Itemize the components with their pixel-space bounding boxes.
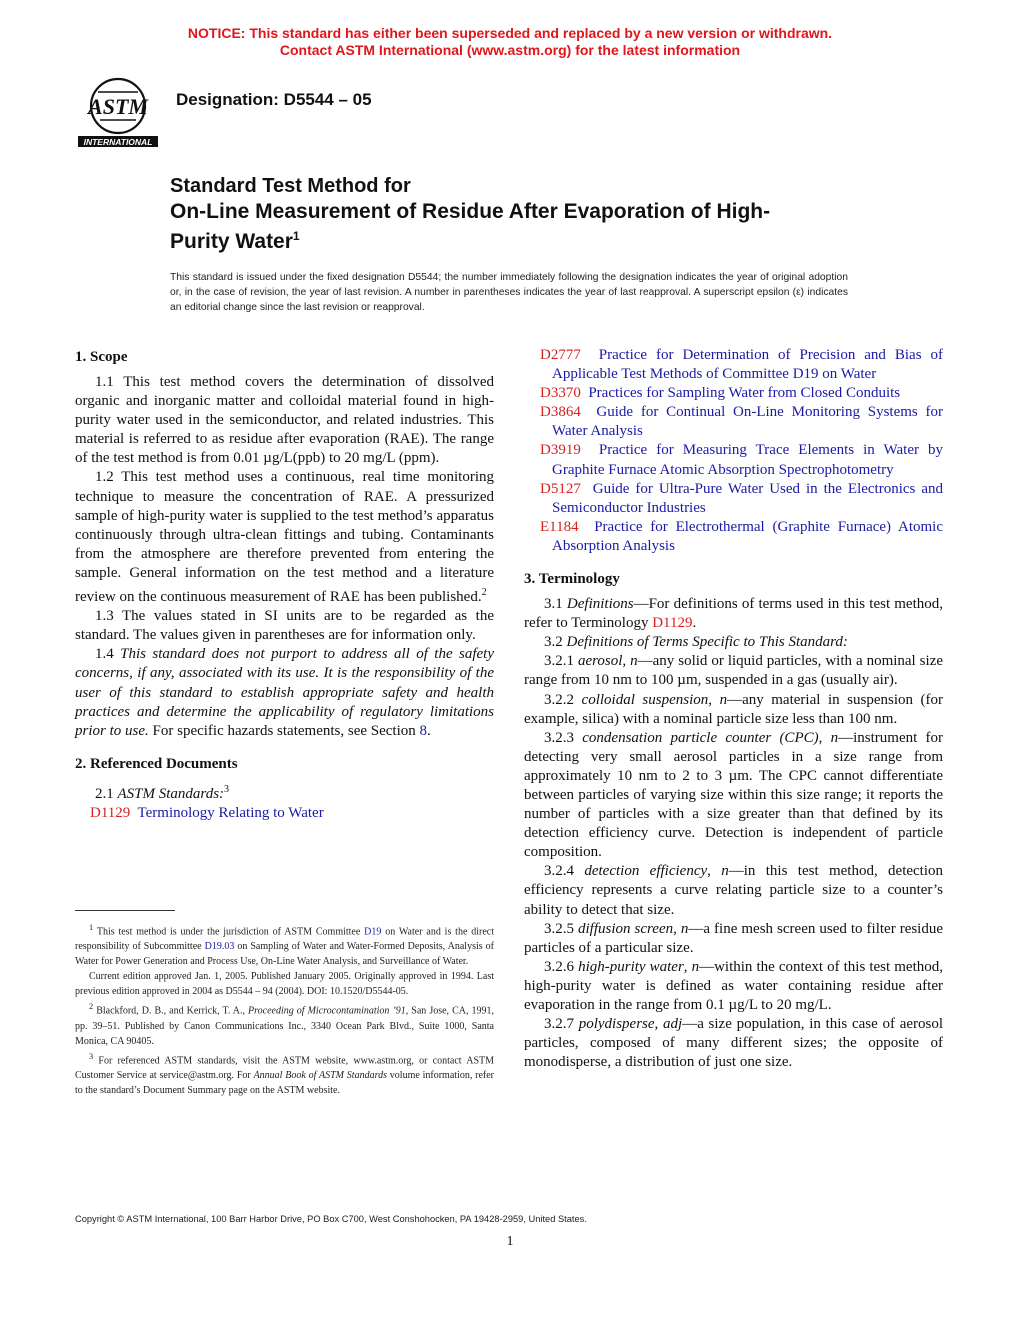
- para-1-2-text: 1.2 This test method uses a continuous, real time monitoring technique to measure the concentration of RAE. A pressurized sample of high-purity water is supplied to the test method’s apparatus continuously through ultra-clean fittings and tubing. Contaminants from the atmosphere are therefore prevented from entering the sample. General information on the test method and a literature review on the continuous measurement of RAE has been published.: [75, 469, 494, 606]
- ref-title-d3864[interactable]: Guide for Continual On-Line Monitoring Systems for Water Analysis: [552, 404, 943, 440]
- designation: Designation: D5544 – 05: [176, 90, 372, 109]
- para-3-1-num: 3.1: [544, 596, 567, 613]
- committee-d19-link[interactable]: D19: [364, 926, 382, 938]
- ref-item[interactable]: [75, 804, 494, 823]
- def-num: 3.2.3: [544, 729, 583, 746]
- def-num: 3.2.7: [544, 1016, 579, 1033]
- def-text: —within the context of this test method, high-purity water is defined as water containing residue after evaporation in the range from 0.1 µg/L to 20 mg/L.: [524, 958, 943, 1013]
- title-line-3: [170, 224, 870, 254]
- ref-title-d3919[interactable]: Practice for Measuring Trace Elements in Water by Graphite Furnace Atomic Absorption Spectrophotometry: [552, 442, 944, 478]
- section-1-heading: 1. Scope: [75, 349, 128, 365]
- definition-3-2-2: 3.2.2 colloidal suspension, n—any material in suspension (for example, silica) with a nominal particle size less than 100 nm.: [524, 691, 944, 727]
- ref-item[interactable]: [524, 384, 943, 403]
- ref-code-d3919[interactable]: D3919: [540, 442, 581, 459]
- def-term: polydisperse: [578, 1016, 655, 1033]
- footnote-1: [75, 920, 494, 969]
- para-3-1-term: Definitions: [566, 596, 634, 613]
- ref-item[interactable]: [524, 441, 943, 479]
- fn1-text-c: on Sampling of Water and Water-Formed Deposits, Analysis of Water for Power Generation and Process Use, On-Line Water Analysis, and Surveillance of Water.: [75, 941, 494, 968]
- def-num: 3.2.6: [544, 958, 579, 975]
- def-num: 3.2.1: [544, 653, 578, 670]
- para-3-2: [524, 633, 943, 652]
- fn2-marker: 2: [89, 1002, 94, 1012]
- para-2-1-num: 2.1: [95, 785, 118, 802]
- ref-title-e1184[interactable]: Practice for Electrothermal (Graphite Furnace) Atomic Absorption Analysis: [552, 518, 944, 554]
- ref-item[interactable]: [524, 480, 943, 518]
- footnote-divider: [75, 910, 175, 911]
- ref-item[interactable]: [524, 403, 943, 441]
- d1129-link[interactable]: D1129: [652, 615, 693, 632]
- def-text: —any material in suspension (for example, silica) with a nominal particle size less than 100 nm.: [524, 691, 944, 727]
- footnote-ref-2[interactable]: 2: [481, 587, 487, 599]
- footnotes: [75, 920, 494, 1098]
- def-term: aerosol: [577, 653, 623, 670]
- def-text: —instrument for detecting very small aerosol particles in a size range from approximately 10 nm to 2 to 3 µm. The CPC cannot differentiate between particles of varying size within this size range; it reports the number of particles with a size greater than that defined by its detection efficiency curve. Detection is independent of particle composition.: [524, 729, 944, 861]
- fn2-text-a: Blackford, D. B., and Kerrick, T. A.,: [93, 1005, 249, 1017]
- def-pos: n: [719, 691, 728, 708]
- logo-international: INTERNATIONAL: [83, 137, 153, 147]
- def-pos: n: [680, 920, 689, 937]
- ref-code-d5127[interactable]: D5127: [540, 480, 581, 497]
- fn1-text-a: This test method is under the jurisdiction of ASTM Committee: [93, 926, 365, 938]
- ref-title-d3370[interactable]: Practices for Sampling Water from Closed Conduits: [588, 385, 901, 402]
- intro-paragraph: This standard is issued under the fixed designation D5544; the number immediately following the designation indicates the year of original adoption or, in the case of revision, the year of last revision. A number in parentheses indicates the year of last reapproval. A superscript epsilon (ε) indicates an editorial change since the last revision or reapproval.: [170, 272, 848, 313]
- footnote-ref-3[interactable]: 3: [224, 783, 230, 795]
- ref-item[interactable]: [524, 346, 943, 384]
- astm-standards-label: ASTM Standards:: [117, 785, 225, 802]
- def-term: high-purity water: [578, 958, 684, 975]
- section-2-heading: 2. Referenced Documents: [75, 755, 238, 772]
- ref-code-e1184[interactable]: E1184: [540, 518, 579, 535]
- def-text: —a fine mesh screen used to filter residue particles of a particular size.: [524, 920, 944, 956]
- para-2-1: [75, 780, 494, 804]
- ref-code-d3370[interactable]: D3370: [540, 385, 581, 402]
- def-term: condensation particle counter (CPC): [582, 729, 819, 746]
- para-1-4-caveat: This standard does not purport to address all of the safety concerns, if any, associated with its use. It is the responsibility of the user of this standard to establish appropriate safety and health practices and determine the applicability of regulatory limitations prior to use.: [75, 646, 495, 739]
- def-text: —any solid or liquid particles, with a nominal size range from 10 nm to 100 µm, suspended in a gas (usually air).: [524, 653, 944, 689]
- section-8-link[interactable]: 8: [419, 722, 428, 739]
- definition-3-2-5: 3.2.5 diffusion screen, n—a fine mesh screen used to filter residue particles of a particular size.: [524, 920, 944, 956]
- page-number: 1: [506, 1234, 514, 1249]
- astm-logo: [76, 74, 160, 152]
- title-line-2: On-Line Measurement of Residue After Evaporation of High-: [170, 200, 771, 223]
- fn3-marker: 3: [89, 1051, 94, 1061]
- notice-banner: [0, 25, 1020, 59]
- def-pos: n: [830, 729, 839, 746]
- footnote-3: [75, 1049, 494, 1098]
- fn3-text-a: For referenced ASTM standards, visit the ASTM website, www.astm.org, or contact ASTM Customer Service at service@astm.org. For: [75, 1054, 494, 1081]
- definition-3-2-1: 3.2.1 aerosol, n—any solid or liquid particles, with a nominal size range from 10 nm to 100 µm, suspended in a gas (usually air).: [524, 653, 944, 689]
- def-num: 3.2.5: [544, 920, 579, 937]
- para-3-1-end: .: [692, 615, 697, 632]
- para-3-2-heading: Definitions of Terms Specific to This Standard:: [566, 634, 848, 651]
- def-pos: n: [630, 653, 638, 670]
- def-pos: n: [721, 863, 729, 880]
- ref-code-d1129[interactable]: D1129: [90, 804, 131, 821]
- def-num: 3.2.4: [544, 863, 585, 880]
- footnote-2: [75, 999, 494, 1048]
- def-num: 3.2.2: [544, 691, 582, 708]
- para-1-1: 1.1 This test method covers the determination of dissolved organic and inorganic matter and colloidal material found in high-purity water used in the semiconductor, and related industries. This material is referred to as residue after evaporation (RAE). The range of the test method is from 0.01 µg/L(ppb) to 20 mg/L (ppm).: [75, 374, 494, 467]
- def-term: detection efficiency: [584, 863, 708, 880]
- para-1-4-end: .: [427, 722, 431, 739]
- def-pos: n: [691, 958, 700, 975]
- fn2-text-b: , San Jose, CA, 1991, pp. 39–51. Published by Canon Communications Inc., 3340 Ocean Park Blvd., Suite 1000, Santa Monica, CA 90405.: [75, 1005, 494, 1047]
- definition-3-2-7: 3.2.7 polydisperse, adj—a size population, in this case of aerosol particles, composed of many different sizes; the opposite of monodisperse, a distribution of just one size.: [524, 1016, 944, 1071]
- copyright-line: Copyright © ASTM International, 100 Barr Harbor Drive, PO Box C700, West Conshohocken, PA 19428-2959, United States.: [75, 1214, 587, 1224]
- definition-3-2-4: 3.2.4 detection efficiency, n—in this test method, detection efficiency represents a curve relating particle size to a counter’s ability to detect that size.: [524, 863, 944, 918]
- ref-code-d2777[interactable]: D2777: [540, 347, 581, 363]
- ref-title-d2777[interactable]: Practice for Determination of Precision and Bias of Applicable Test Methods of Committee D19 on Water: [552, 347, 943, 383]
- para-1-4-tail: For specific hazards statements, see Section: [148, 722, 420, 739]
- para-1-3: 1.3 The values stated in SI units are to be regarded as the standard. The values given in parentheses are for information only.: [75, 608, 494, 644]
- para-3-2-num: 3.2: [544, 634, 567, 651]
- notice-line-1: NOTICE: This standard has either been superseded and replaced by a new version or withdrawn.: [187, 25, 833, 41]
- fn2-italic: Proceeding of Microcontamination ’91: [248, 1005, 406, 1017]
- para-3-1: [524, 595, 943, 633]
- para-1-4-num: 1.4: [95, 646, 121, 663]
- footnote-1-edition: Current edition approved Jan. 1, 2005. Published January 2005. Originally approved in 1994. Last previous edition approved in 2004 as D5544 – 94 (2004). DOI: 10.1520/D5544-05.: [75, 971, 494, 998]
- ref-code-d3864[interactable]: D3864: [540, 404, 581, 421]
- para-1-2: [75, 468, 494, 607]
- def-term: diffusion screen: [578, 920, 674, 937]
- right-column: [524, 346, 943, 1072]
- logo-mark: ASTM: [88, 94, 148, 119]
- def-term: colloidal suspension: [581, 691, 709, 708]
- title-line-3-text: Purity Water: [170, 230, 293, 253]
- left-column: [75, 346, 494, 823]
- subcommittee-d19-03-link[interactable]: D19.03: [204, 941, 235, 953]
- definition-3-2-3: 3.2.3 condensation particle counter (CPC), n—instrument for detecting very small aerosol particles in a size range from approximately 10 nm to 2 to 3 µm. The CPC cannot differentiate between particles of varying size within this size range; it reports the number of particles with a size greater than that defined by its detection efficiency curve. Detection is independent of particle composition.: [524, 729, 944, 861]
- fn3-italic: Annual Book of ASTM Standards: [253, 1069, 387, 1081]
- title-footnote-ref[interactable]: 1: [292, 229, 300, 243]
- ref-title-d5127[interactable]: Guide for Ultra-Pure Water Used in the Electronics and Semiconductor Industries: [552, 480, 943, 516]
- para-3-1-text: —For definitions of terms used in this test method, refer to Terminology: [524, 596, 943, 632]
- def-text: —in this test method, detection efficiency represents a curve relating particle size to a counter’s ability to detect that size.: [524, 863, 944, 918]
- fn3-text-b: volume information, refer to the standard’s Document Summary page on the ASTM website.: [75, 1069, 494, 1096]
- notice-line-2: Contact ASTM International (www.astm.org) for the latest information: [279, 42, 741, 58]
- document-title: [170, 174, 870, 254]
- def-pos: adj: [663, 1016, 683, 1033]
- para-1-4: [75, 645, 494, 740]
- title-line-1: Standard Test Method for: [170, 175, 411, 197]
- ref-title-d1129[interactable]: Terminology Relating to Water: [137, 804, 324, 821]
- definition-3-2-6: 3.2.6 high-purity water, n—within the context of this test method, high-purity water is defined as water containing residue after evaporation in the range from 0.1 µg/L to 20 mg/L.: [524, 958, 943, 1013]
- fn1-text-b: on Water and is the direct responsibility of Subcommittee: [75, 926, 495, 953]
- ref-item[interactable]: [524, 518, 943, 556]
- section-3-heading: 3. Terminology: [524, 571, 620, 588]
- fn1-marker: 1: [89, 923, 94, 932]
- def-text: —a size population, in this case of aerosol particles, composed of many different sizes; the opposite of monodisperse, a distribution of just one size.: [524, 1016, 944, 1071]
